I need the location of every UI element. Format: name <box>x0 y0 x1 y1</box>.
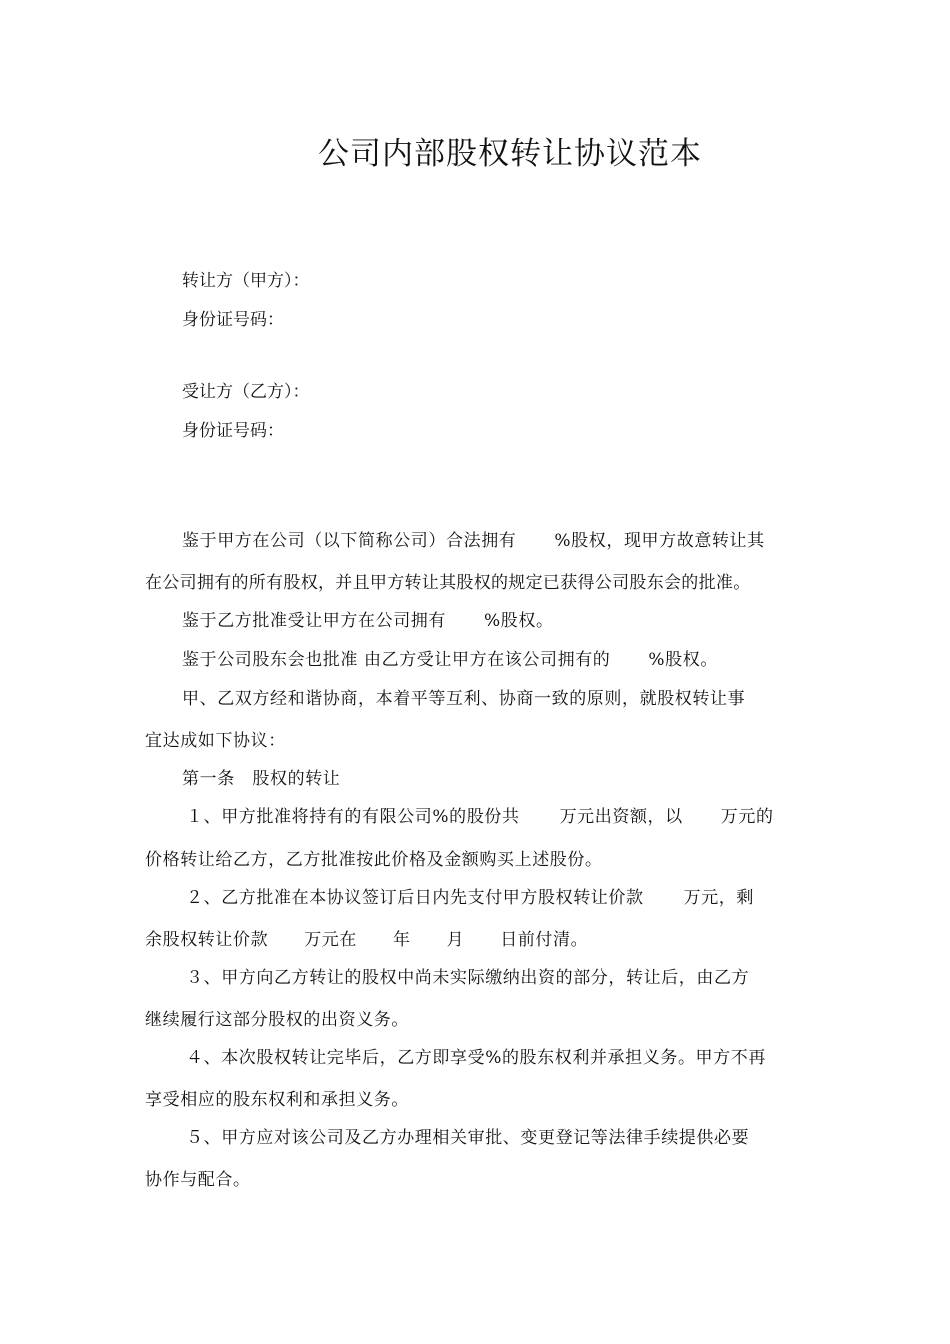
clause-3-line-1: ３、甲方向乙方转让的股权中尚未实际缴纳出资的部分，转让后，由乙方 <box>186 968 750 988</box>
recital-3 <box>182 648 718 672</box>
clause-1-text-b: 万元出资额，以 <box>559 807 683 827</box>
recital-2-text-a: 鉴于乙方批准受让甲方在公司拥有 <box>182 611 446 631</box>
clause-2-line-2 <box>145 928 588 952</box>
clause-2-text-g: 日前付清。 <box>500 930 589 950</box>
clause-4-line-2: 享受相应的股东权利和承担义务。 <box>145 1090 409 1110</box>
transferor-id-label: 身份证号码： <box>182 310 284 330</box>
recital-3-text-b: %股权。 <box>648 650 718 670</box>
clause-2-text-b: 万元，剩 <box>683 888 755 908</box>
transferee-id-label: 身份证号码： <box>182 421 284 441</box>
clause-2-line-1 <box>186 886 754 910</box>
recital-4-line-2: 宜达成如下协议： <box>145 731 286 751</box>
clause-1-text-a: １、甲方批准将持有的有限公司%的股份共 <box>186 807 520 827</box>
recital-4-line-1: 甲、乙双方经和谐协商，本着平等互利、协商一致的原则，就股权转让事 <box>182 689 746 709</box>
clause-5-line-2: 协作与配合。 <box>145 1170 251 1190</box>
recital-2 <box>182 609 554 633</box>
clause-1-line-2: 价格转让给乙方，乙方批准按此价格及金额购买上述股份。 <box>145 850 603 870</box>
transferee-label: 受让方（乙方）： <box>182 382 310 402</box>
clause-1-text-c: 万元的 <box>720 807 774 827</box>
clause-2-text-e: 年 <box>393 930 411 950</box>
clause-2-text-a: ２、乙方批准在本协议签订后日内先支付甲方股权转让价款 <box>186 888 644 908</box>
clause-3-line-2: 继续履行这部分股权的出资义务。 <box>145 1010 409 1030</box>
recital-1-line-2: 在公司拥有的所有股权，并且甲方转让其股权的规定已获得公司股东会的批准。 <box>145 573 751 593</box>
recital-2-text-b: %股权。 <box>484 611 554 631</box>
clause-5-line-1: ５、甲方应对该公司及乙方办理相关审批、变更登记等法律手续提供必要 <box>186 1128 750 1148</box>
recital-1-text-a: 鉴于甲方在公司（以下简称公司）合法拥有 <box>182 531 517 551</box>
clause-4-line-1: ４、本次股权转让完毕后，乙方即享受%的股东权利并承担义务。甲方不再 <box>186 1048 766 1068</box>
clause-2-text-f: 月 <box>446 930 465 950</box>
recital-3-text-a: 鉴于公司股东会也批准 由乙方受让甲方在该公司拥有的 <box>182 650 611 670</box>
document-title: 公司内部股权转让协议范本 <box>318 136 702 172</box>
transferor-label: 转让方（甲方）： <box>182 271 310 291</box>
recital-1-text-b: %股权，现甲方故意转让其 <box>554 531 765 551</box>
article-1-heading: 第一条 股权的转让 <box>182 769 341 789</box>
clause-2-text-c: 余股权转让价款 <box>145 930 269 950</box>
clause-2-text-d: 万元在 <box>304 930 358 950</box>
recital-1-line-1 <box>182 529 765 553</box>
clause-1-line-1 <box>186 805 774 829</box>
